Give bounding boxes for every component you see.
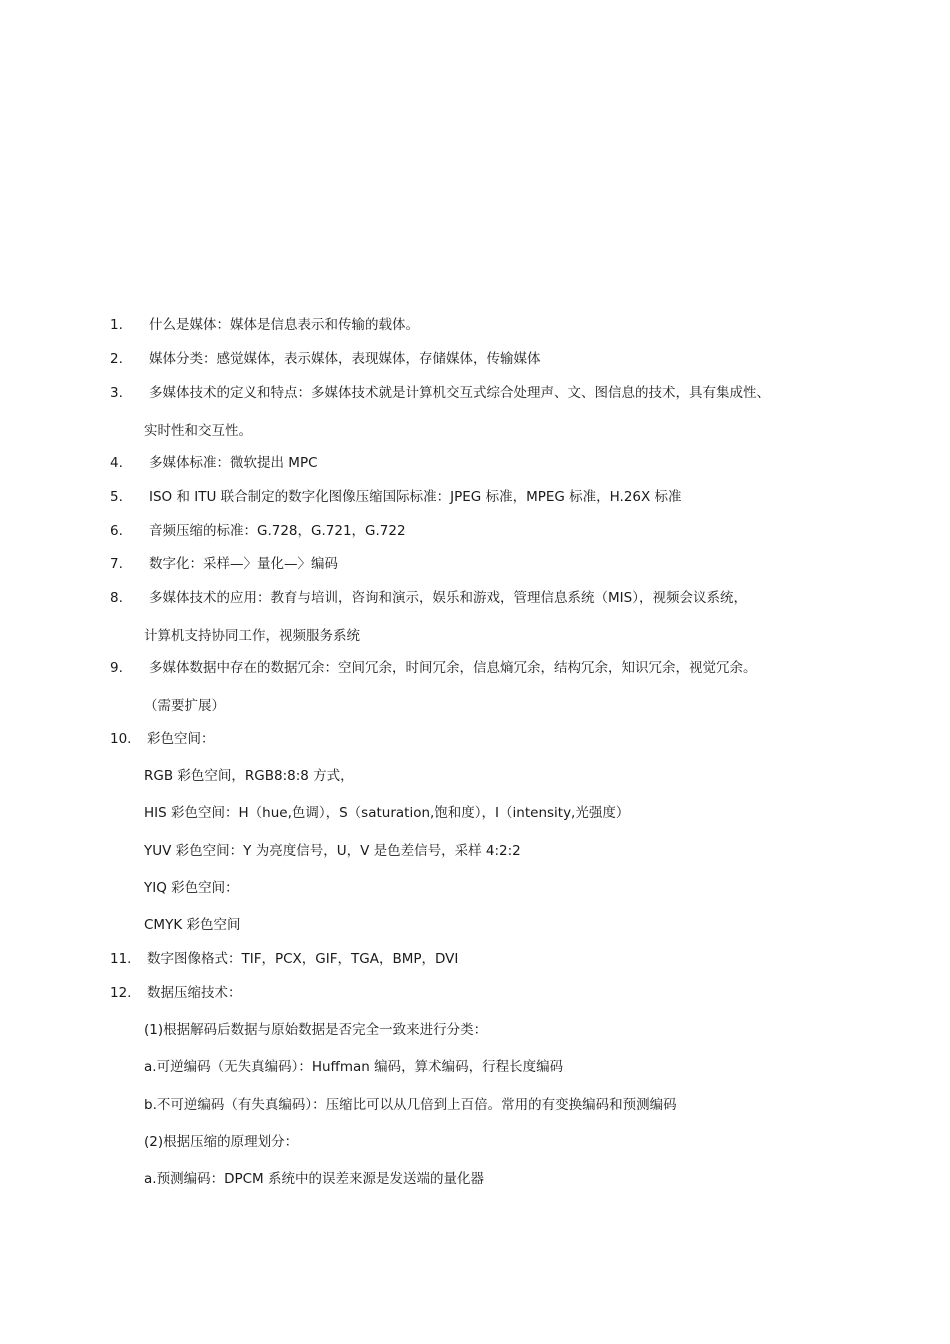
- item-text: 彩色空间：: [147, 731, 215, 747]
- item-text-continuation: （需要扩展）: [144, 698, 225, 714]
- item-text: 数字化：采样—〉量化—〉编码: [149, 556, 338, 572]
- item-text: 多媒体标准：微软提出 MPC: [149, 455, 318, 471]
- item-text: 数字图像格式：TIF，PCX，GIF，TGA，BMP，DVI: [147, 951, 459, 967]
- sub-line-text: YUV 彩色空间：Y 为亮度信号，U，V 是色差信号，采样 4:2:2: [144, 843, 521, 859]
- item-number: 7.: [110, 556, 123, 572]
- item-number: 8.: [110, 590, 123, 606]
- item-text: 音频压缩的标准：G.728，G.721，G.722: [149, 523, 406, 539]
- item-number: 11.: [110, 951, 132, 967]
- item-text-continuation: 计算机支持协同工作，视频服务系统: [144, 628, 360, 644]
- item-number: 6.: [110, 523, 123, 539]
- sub-line-text: HIS 彩色空间：H（hue,色调），S（saturation,饱和度），I（intensity,光强度）: [144, 805, 630, 821]
- item-text: 多媒体数据中存在的数据冗余：空间冗余，时间冗余，信息熵冗余，结构冗余，知识冗余，视觉冗余。: [149, 660, 757, 676]
- sub-line-text: YIQ 彩色空间：: [144, 880, 239, 896]
- item-number: 2.: [110, 351, 123, 367]
- item-text: 媒体分类：感觉媒体，表示媒体，表现媒体，存储媒体，传输媒体: [149, 351, 541, 367]
- sub-line-text: (2)根据压缩的原理划分：: [144, 1134, 299, 1150]
- item-text: 多媒体技术的应用：教育与培训，咨询和演示，娱乐和游戏，管理信息系统（MIS），视频会议系统，: [149, 590, 747, 606]
- item-text: 什么是媒体：媒体是信息表示和传输的载体。: [149, 317, 419, 333]
- item-number: 5.: [110, 489, 123, 505]
- item-text: 数据压缩技术：: [147, 985, 242, 1001]
- sub-line-text: a.可逆编码（无失真编码）：Huffman 编码，算术编码，行程长度编码: [144, 1059, 564, 1075]
- item-number: 4.: [110, 455, 123, 471]
- sub-line-text: a.预测编码：DPCM 系统中的误差来源是发送端的量化器: [144, 1171, 484, 1187]
- item-number: 3.: [110, 385, 123, 401]
- sub-line-text: b.不可逆编码（有失真编码）：压缩比可以从几倍到上百倍。常用的有变换编码和预测编码: [144, 1097, 677, 1113]
- item-number: 1.: [110, 317, 123, 333]
- item-text-continuation: 实时性和交互性。: [144, 423, 252, 439]
- item-text: 多媒体技术的定义和特点：多媒体技术就是计算机交互式综合处理声、文、图信息的技术，具有集成性、: [149, 385, 770, 401]
- item-number: 12.: [110, 985, 132, 1001]
- sub-line-text: CMYK 彩色空间: [144, 917, 241, 933]
- sub-line-text: RGB 彩色空间，RGB8:8:8 方式，: [144, 768, 354, 784]
- item-text: ISO 和 ITU 联合制定的数字化图像压缩国际标准：JPEG 标准，MPEG 标准，H.26X 标准: [149, 489, 682, 505]
- sub-line-text: (1)根据解码后数据与原始数据是否完全一致来进行分类：: [144, 1022, 488, 1038]
- item-number: 9.: [110, 660, 123, 676]
- item-number: 10.: [110, 731, 132, 747]
